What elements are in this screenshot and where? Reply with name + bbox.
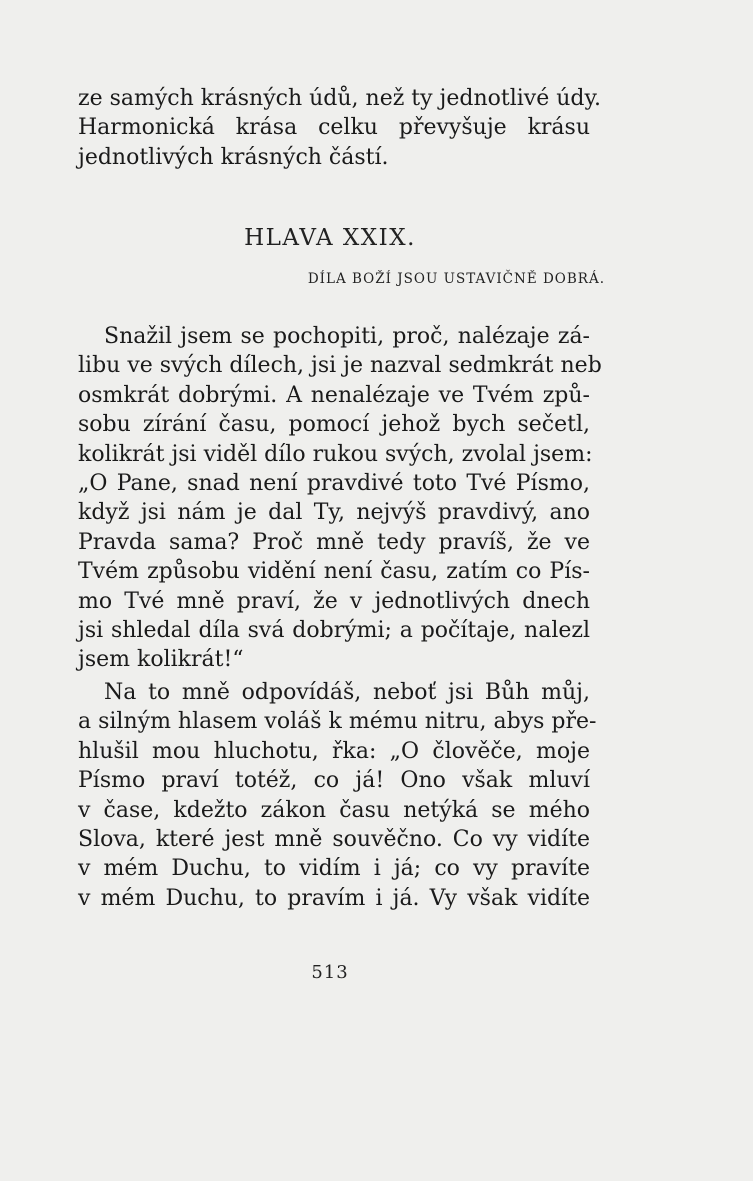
opening-paragraph [78, 84, 602, 172]
text-line: Harmonická krása celku převyšuje krásu [78, 115, 590, 141]
text-line: ze samých krásných údů, než ty jednotlivé údy. [78, 86, 602, 111]
text-line: hlušil mou hluchotu, řka: „O člověče, moje [78, 738, 590, 764]
page-number: 513 [311, 962, 349, 983]
text-line: osmkrát dobrými. A nenalézaje ve Tvém způ- [78, 382, 590, 408]
text-line: kolikrát jsi viděl dílo rukou svých, zvolal jsem: [78, 441, 593, 467]
text-line: jsi shledal díla svá dobrými; a počítaje, nalezl [78, 618, 590, 644]
text-line: Na to mně odpovídáš, neboť jsi Bůh můj, [104, 680, 590, 705]
text-line: sobu zírání času, pomocí jehož bych sečetl, [78, 412, 590, 438]
text-line: v mém Duchu, to vidím i já; co vy pravíte [78, 856, 590, 882]
text-line: v čase, kdežto zákon času netýká se mého [78, 797, 590, 823]
text-line: jsem kolikrát!“ [78, 647, 244, 673]
chapter-subtitle: DÍLA BOŽÍ JSOU USTAVIČNĚ DOBRÁ. [307, 271, 605, 287]
text-line: a silným hlasem voláš k mému nitru, abys pře- [78, 709, 597, 735]
text-line: Snažil jsem se pochopiti, proč, nalézaje zá- [104, 324, 590, 349]
paragraph-2 [78, 678, 597, 913]
text-line: v mém Duchu, to pravím i já. Vy však vidíte [78, 885, 590, 911]
text-line: Pravda sama? Proč mně tedy pravíš, že ve [78, 529, 590, 555]
text-line: když jsi nám je dal Ty, nejvýš pravdivý, ano [78, 500, 590, 526]
text-line: Písmo praví totéž, co já! Ono však mluví [78, 768, 590, 794]
text-line: mo Tvé mně praví, že v jednotlivých dnech [78, 588, 590, 614]
text-line: „O Pane, snad není pravdivé toto Tvé Písmo, [78, 471, 590, 497]
text-line: Slova, které jest mně souvěčno. Co vy vidíte [78, 827, 590, 853]
text-line: libu ve svých dílech, jsi je nazval sedmkrát neb [78, 353, 602, 379]
paragraph-1 [78, 322, 602, 675]
text-line: Tvém způsobu vidění není času, zatím co Pís- [78, 559, 590, 585]
text-line: jednotlivých krásných částí. [78, 144, 389, 170]
chapter-title: HLAVA XXIX. [244, 225, 416, 251]
